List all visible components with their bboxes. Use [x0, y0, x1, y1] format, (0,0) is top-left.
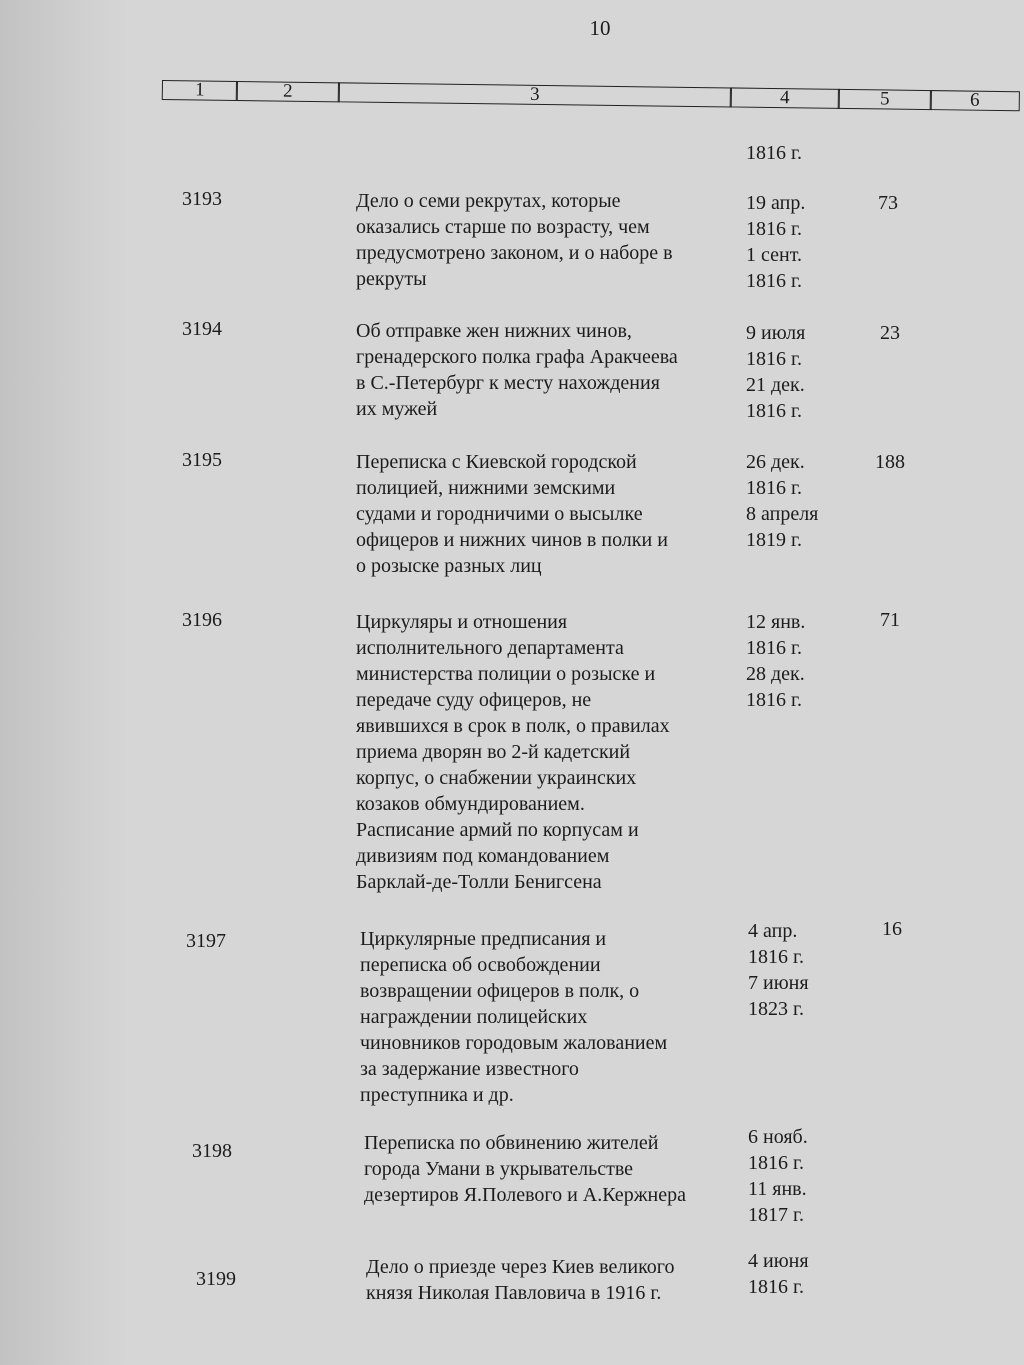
column-header-2: 2 — [236, 81, 340, 102]
case-title: Переписка с Киевской городской полицией, нижними земскими судами и городничими о высылке офицеров и нижних чинов в полки и о розыске разных лиц — [356, 451, 668, 577]
case-dates: 26 дек. 1816 г. 8 апреля 1819 г. — [746, 451, 819, 551]
case-number: 3198 — [192, 1140, 232, 1162]
case-dates: 12 янв. 1816 г. 28 дек. 1816 г. — [746, 611, 806, 711]
sheet-count: 188 — [875, 451, 905, 473]
case-title: Дело о семи рекрутах, которые оказались старше по возрасту, чем предусмотрено законом, и о наборе в рекруты — [356, 190, 673, 290]
case-dates: 4 апр. 1816 г. 7 июня 1823 г. — [748, 920, 809, 1020]
case-title: Циркулярные предписания и переписка об освобождении возвращении офицеров в полк, о награждении полицейских чиновников городовым жалованием за задержание известного преступника и др. — [360, 928, 668, 1106]
case-number: 3199 — [196, 1268, 236, 1290]
column-header-5: 5 — [838, 89, 932, 110]
case-title: Дело о приезде через Киев великого князя Николая Павловича в 1916 г. — [366, 1256, 675, 1304]
sheet-count: 73 — [878, 192, 898, 214]
column-header-row — [161, 80, 1021, 131]
case-dates: 9 июля 1816 г. 21 дек. 1816 г. — [746, 322, 806, 422]
case-dates: 4 июня 1816 г. — [748, 1250, 809, 1298]
case-number: 3193 — [182, 188, 222, 210]
case-number: 3196 — [182, 609, 222, 631]
case-title: Переписка по обвинению жителей города Умани в укрывательстве дезертиров Я.Полевого и А.Кержнера — [364, 1132, 686, 1206]
column-header-3: 3 — [338, 82, 732, 107]
case-dates: 19 апр. 1816 г. 1 сент. 1816 г. — [746, 192, 806, 292]
column-header-1: 1 — [162, 80, 238, 101]
case-title: Об отправке жен нижних чинов, гренадерского полка графа Аракчеева в С.-Петербург к месту нахождения их мужей — [356, 320, 678, 420]
column-header-6: 6 — [930, 90, 1020, 111]
column-header-4: 4 — [730, 87, 840, 108]
sheet-count: 16 — [882, 918, 902, 940]
carryover-date: 1816 г. — [746, 142, 802, 164]
page-gutter-shadow — [0, 0, 130, 1365]
case-number: 3195 — [182, 449, 222, 471]
case-dates: 6 нояб. 1816 г. 11 янв. 1817 г. — [748, 1126, 808, 1226]
page-number: 10 — [589, 16, 611, 40]
case-number: 3197 — [186, 930, 226, 952]
case-number: 3194 — [182, 318, 222, 340]
sheet-count: 71 — [880, 609, 900, 631]
case-title: Циркуляры и отношения исполнительного департамента министерства полиции о розыске и передаче суду офицеров, не явившихся в срок в полк, о правилах приема дворян во 2-й кадетский корпус, о снабжении украинских козаков обмундированием. Расписание армий по корпусам и дивизиям под командованием Барклай-де-Толли Бенигсена — [356, 611, 670, 893]
sheet-count: 23 — [880, 322, 900, 344]
